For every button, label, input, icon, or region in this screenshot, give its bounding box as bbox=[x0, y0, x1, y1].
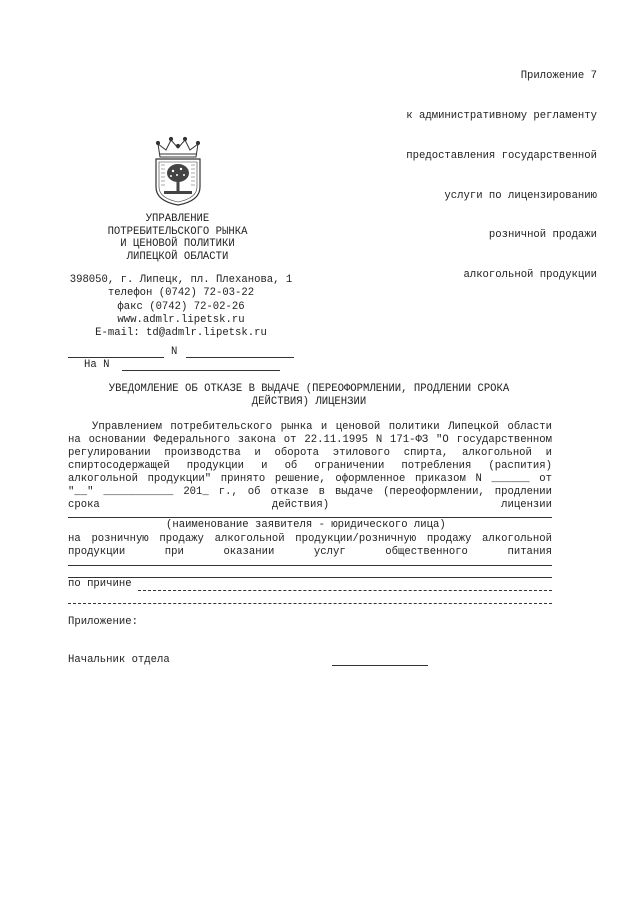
title-line: ДЕЙСТВИЯ) ЛИЦЕНЗИИ bbox=[251, 396, 367, 409]
department-name bbox=[80, 213, 275, 263]
appendix-block bbox=[406, 44, 597, 309]
contact-block bbox=[66, 274, 296, 340]
title-line: УВЕДОМЛЕНИЕ ОБ ОТКАЗЕ В ВЫДАЧЕ (ПЕРЕОФОРМЛЕНИИ, ПРОДЛЕНИИ СРОКА bbox=[108, 383, 510, 395]
address-line: 398050, г. Липецк, пл. Плеханова, 1 bbox=[69, 274, 293, 286]
body-line: срока действия) лицензии bbox=[68, 499, 552, 511]
appendix-line: Приложение 7 bbox=[520, 70, 597, 83]
body-line: регулировании производства и оборота этилового спирта, алкогольной и bbox=[68, 447, 552, 459]
phone-line: телефон (0742) 72-03-22 bbox=[107, 287, 255, 300]
coat-of-arms-icon bbox=[150, 135, 206, 207]
attachment-label: Приложение: bbox=[68, 616, 138, 628]
appendix-line: к административному регламенту bbox=[406, 110, 597, 123]
response-number-line bbox=[122, 370, 280, 371]
reason-field-line bbox=[138, 590, 552, 591]
document-title bbox=[66, 383, 552, 410]
body-line: спиртосодержащей продукции и об ограничении потребления (распития) bbox=[68, 460, 552, 472]
body-line: Управлением потребительского рынка и ценовой политики Липецкой области bbox=[92, 421, 552, 433]
signatory-position: Начальник отдела bbox=[68, 654, 170, 666]
sale-type-line: на розничную продажу алкогольной продукции/розничную продажу алкогольной bbox=[68, 533, 552, 545]
signature-line bbox=[332, 665, 428, 666]
fax-line: факс (0742) 72-02-26 bbox=[117, 300, 245, 313]
number-field-line bbox=[186, 357, 294, 358]
blank-line bbox=[68, 565, 552, 566]
date-field-line bbox=[68, 357, 164, 358]
body-line: алкогольной продукции" принято решение, оформленное приказом N ______ от bbox=[68, 473, 552, 485]
applicant-field-line bbox=[68, 517, 552, 518]
department-line: УПРАВЛЕНИЕ bbox=[145, 213, 210, 225]
applicant-caption: (наименование заявителя - юридического лица) bbox=[166, 519, 446, 531]
appendix-line: услуги по лицензированию bbox=[444, 189, 597, 202]
response-label: На N bbox=[84, 359, 110, 371]
appendix-line: алкогольной продукции bbox=[463, 268, 597, 281]
body-line: на основании Федерального закона от 22.11.1995 N 171-ФЗ "О государственном bbox=[68, 434, 552, 446]
blank-line bbox=[68, 577, 552, 578]
number-label: N bbox=[171, 346, 178, 358]
department-line: И ЦЕНОВОЙ ПОЛИТИКИ bbox=[120, 238, 235, 251]
email-line: E-mail: td@admlr.lipetsk.ru bbox=[95, 327, 267, 340]
reason-field-line bbox=[68, 603, 552, 604]
sale-type-line: продукции при оказании услуг общественного питания bbox=[68, 546, 552, 558]
website-line: www.admlr.lipetsk.ru bbox=[117, 313, 245, 326]
department-line: ЛИПЕЦКОЙ ОБЛАСТИ bbox=[126, 250, 229, 263]
reason-label: по причине bbox=[68, 578, 132, 590]
appendix-line: розничной продажи bbox=[488, 229, 597, 242]
body-line: "__" ___________ 201_ г., об отказе в выдаче (переоформлении, продлении bbox=[68, 486, 552, 498]
appendix-line: предоставления государственной bbox=[406, 149, 597, 162]
department-line: ПОТРЕБИТЕЛЬСКОГО РЫНКА bbox=[107, 225, 248, 238]
